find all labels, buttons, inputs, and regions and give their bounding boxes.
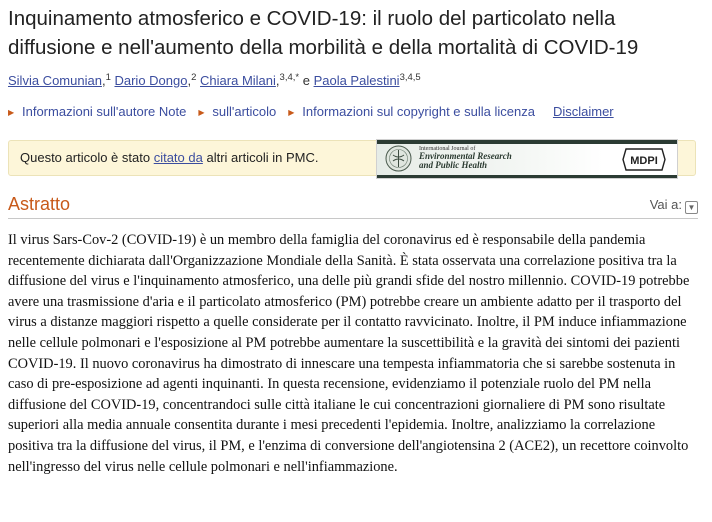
cited-prefix: Questo articolo è stato	[20, 150, 151, 165]
journal-name-line: and Public Health	[419, 160, 488, 170]
author-affiliation: 1	[105, 72, 111, 83]
about-article-link[interactable]: sull'articolo	[212, 104, 277, 119]
banner-bottom-bar	[377, 175, 677, 178]
author-info-link[interactable]: Informazioni sull'autore	[22, 104, 156, 119]
mdpi-logo	[622, 147, 666, 172]
author-list	[8, 69, 421, 90]
author-affiliation: 3,4,*	[279, 72, 300, 83]
article-title: Inquinamento atmosferico e COVID-19: il ruolo del particolato nella diffusione e nell'aumento della morbilità e della mortalità di COVID-19	[8, 7, 639, 59]
jump-to-label: Vai a:	[649, 197, 682, 212]
author-separator: ,	[101, 73, 106, 88]
journal-name	[419, 152, 512, 170]
abstract-text: Il virus Sars-Cov-2 (COVID-19) è un membro della famiglia del coronavirus ed è responsabile della pandemia recentemente dichiarata dall'Organizzazione Mondiale della Sanità. È stata osservata una correlazione positiva tra la diffusione del virus e l'inquinamento atmosferico, una delle più grandi sfide del nostro millennio. COVID-19 potrebbe avere una trasmissione d'aria e il particolato atmosferico (PM) potrebbe creare un ambiente adatto per il trasporto del virus a distanze maggiori rispetto a quelle considerate per il contatto ravvicinato. Inoltre, il PM induce infiammazione nelle cellule polmonari e l'esposizione al PM potrebbe aumentare la suscettibilità e la gravità dei sintomi dei pazienti COVID-19. Il nuovo coronavirus ha dimostrato di innescare una tempesta infiammatoria che si sarebbe sostenuta in caso di pre-esposizione ad agenti inquinanti. In questa recensione, evidenziamo il potenziale ruolo del PM nella diffusione del COVID-19, concentrandoci sulle città italiane le cui concentrazioni giornaliere di PM sono risultate superiori alla media annuale consentita durante i mesi precedenti l'epidemia. Inoltre, analizziamo la correlazione positiva tra la diffusione del virus, il PM, e l'enzima di conversione dell'angiotensina 2 (ACE2), un recettore coinvolto nell'ingresso del virus nelle cellule polmonari e nell'infiammazione.	[8, 232, 690, 475]
jump-to-menu[interactable]	[650, 197, 698, 214]
cited-by-text	[20, 150, 318, 165]
author-link[interactable]: Chiara Milani	[200, 73, 276, 88]
triangle-right-icon: ▶	[198, 108, 205, 117]
triangle-right-icon: ▶	[288, 108, 295, 117]
author-separator: ,	[187, 73, 192, 88]
notes-link[interactable]: Note	[158, 104, 187, 119]
journal-seal-icon	[385, 145, 412, 172]
journal-name-line: Environmental Research	[419, 151, 512, 161]
journal-banner[interactable]	[376, 139, 678, 179]
author-affiliation: 3,4,5	[399, 72, 421, 83]
copyright-link[interactable]: Informazioni sul copyright e sulla licenza	[302, 104, 535, 119]
author-link[interactable]: Paola Palestini	[313, 73, 400, 88]
journal-prefix: International Journal of	[419, 146, 476, 152]
section-divider	[8, 218, 698, 219]
banner-top-bar	[377, 140, 677, 144]
author-conjunction: e	[302, 73, 310, 88]
author-separator: ,	[275, 73, 280, 88]
abstract-heading: Astratto	[8, 194, 71, 214]
article-info-links	[8, 103, 614, 122]
author-link[interactable]: Dario Dongo	[114, 73, 188, 88]
author-affiliation: 2	[191, 72, 197, 83]
cited-by-link[interactable]: citato da	[153, 150, 203, 165]
chevron-down-icon[interactable]: ▼	[685, 201, 698, 214]
cited-suffix: altri articoli in PMC.	[206, 150, 319, 165]
triangle-right-icon: ▶	[8, 108, 15, 117]
author-link[interactable]: Silvia Comunian	[8, 73, 102, 88]
disclaimer-link[interactable]: Disclaimer	[552, 104, 614, 119]
publisher-name: MDPI	[630, 155, 658, 167]
